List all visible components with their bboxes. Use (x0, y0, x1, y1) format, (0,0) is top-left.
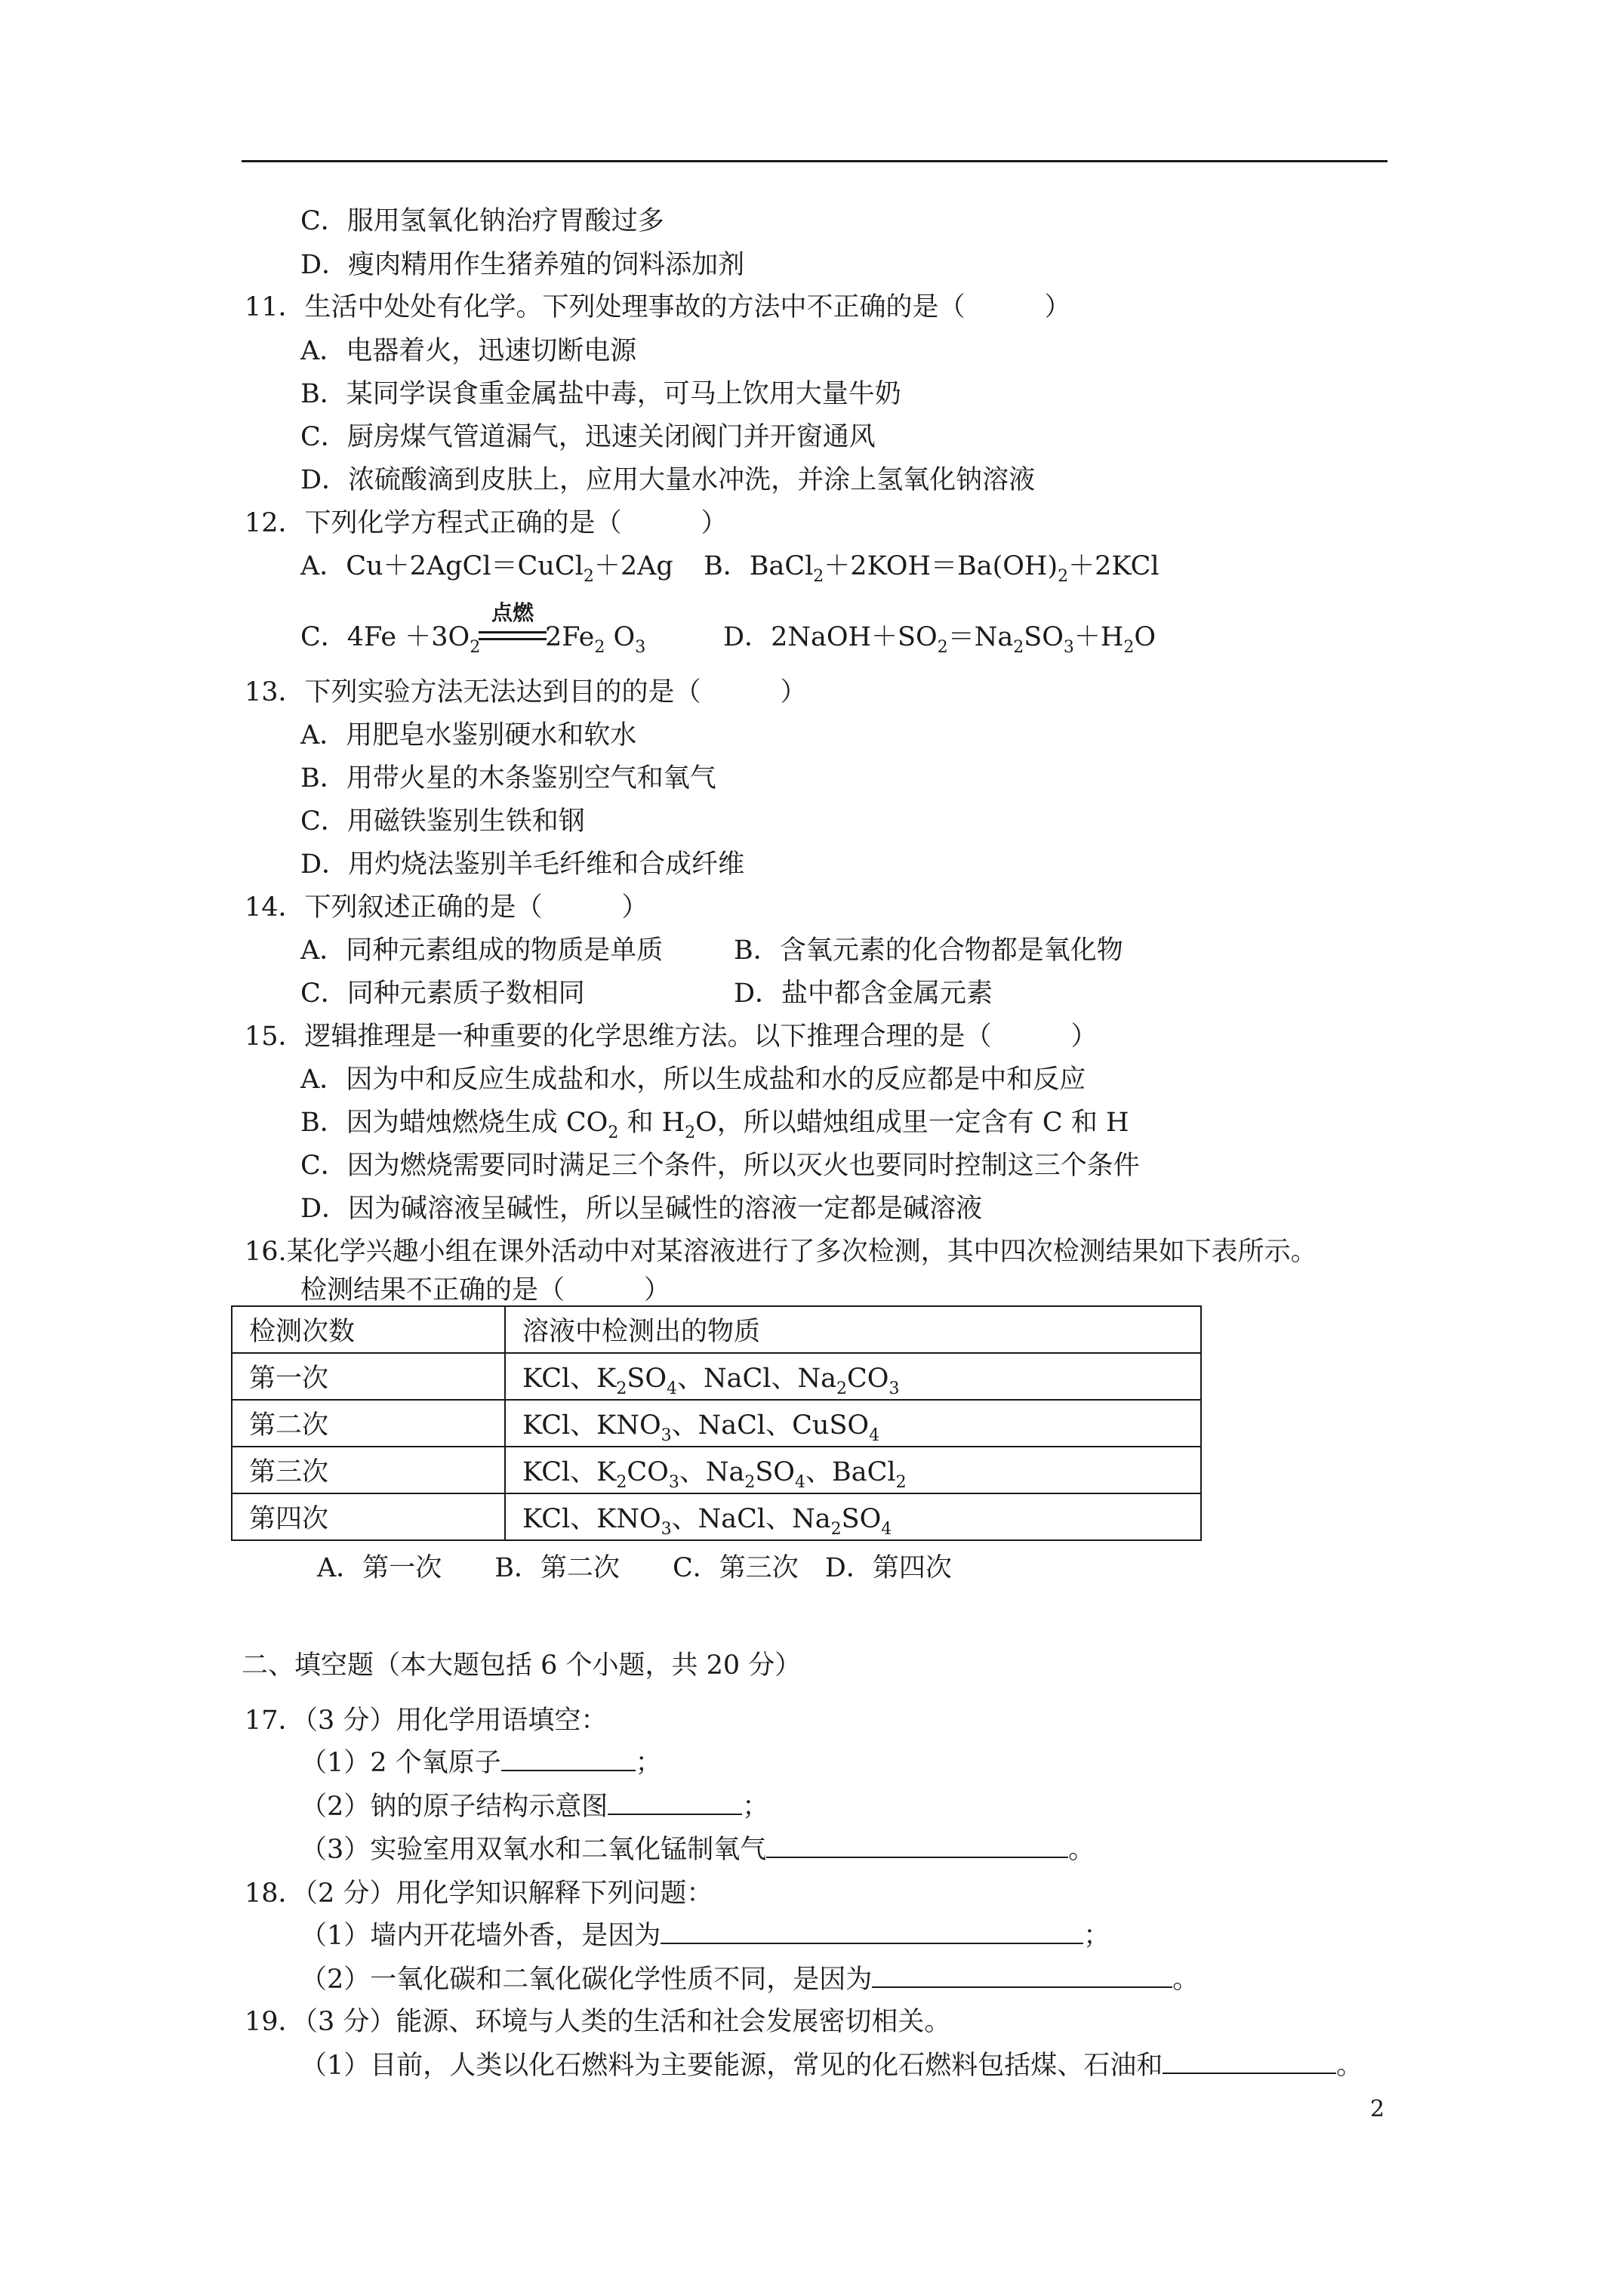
q17-part-3-text: （3）实验室用双氧水和二氧化锰制氧气 (300, 1835, 767, 1865)
q12-d-post: O (1134, 622, 1156, 652)
q11-option-c: C．厨房煤气管道漏气，迅速关闭阀门并开窗通风 (300, 422, 876, 452)
q17-part-1 (300, 1746, 662, 1780)
formula-part: KCl、KNO (522, 1410, 661, 1441)
q17-part-1-end: ； (635, 1748, 662, 1778)
formula-part: KCl、K (522, 1457, 617, 1487)
q17-part-2 (300, 1790, 768, 1823)
q19-part-1-text: （1）目前，人类以化石燃料为主要能源，常见的化石燃料包括煤、石油和 (300, 2051, 1163, 2081)
q15-option-c: C．因为燃烧需要同时满足三个条件，所以灭火也要同时控制这三个条件 (300, 1151, 1140, 1181)
q15-b-post: O，所以蜡烛组成里一定含有 C 和 H (695, 1108, 1129, 1138)
header-rule (242, 160, 1387, 162)
q15-b-sub1: 2 (608, 1123, 619, 1142)
formula-part: CO (846, 1364, 889, 1394)
q13-option-c: C．用磁铁鉴别生铁和钢 (300, 806, 585, 837)
q13-stem: 13．下列实验方法无法达到目的的是（ ） (245, 677, 807, 707)
formula-sub: 3 (661, 1426, 672, 1445)
q18-part-1-end: ； (1083, 1921, 1110, 1951)
detection-results-table (231, 1305, 1202, 1541)
row-label: 第二次 (232, 1400, 505, 1447)
q15-option-b (300, 1106, 1129, 1143)
formula-part: SO (627, 1364, 667, 1394)
q12-a-label: A． (300, 551, 346, 581)
formula-part: 、BaCl (805, 1457, 896, 1487)
formula-part: 、NaCl、CuSO (671, 1410, 870, 1441)
q12-c-product-sub: 2 (594, 638, 605, 657)
row-label: 第四次 (232, 1493, 505, 1540)
answer-blank[interactable] (608, 1791, 742, 1815)
q10-option-c: C．服用氢氧化钠治疗胃酸过多 (300, 206, 664, 236)
q18-stem: 18．（2 分）用化学知识解释下列问题： (245, 1878, 713, 1909)
q12-b-label: B． (704, 551, 750, 581)
q17-part-2-end: ； (742, 1792, 769, 1822)
q10-option-d: D．瘦肉精用作生猪养殖的饲料添加剂 (300, 250, 745, 280)
header-count: 检测次数 (232, 1306, 505, 1353)
q12-c-product-tail: O (605, 622, 636, 652)
q12-d-pre: 2NaOH＋SO (771, 622, 938, 652)
q12-b-pre: BaCl (749, 551, 814, 581)
q16-options: A．第一次 B．第二次 C．第三次 D．第四次 (317, 1553, 952, 1583)
equals-bar-bottom (479, 638, 547, 640)
formula-part: SO (841, 1504, 882, 1534)
formula-sub: 2 (616, 1473, 627, 1492)
q15-option-d: D．因为碱溶液呈碱性，所以呈碱性的溶液一定都是碱溶液 (300, 1194, 983, 1224)
q12-c-product-pre: 2Fe (545, 622, 595, 652)
formula-sub: 2 (830, 1520, 842, 1539)
q15-b-pre: B．因为蜡烛燃烧生成 CO (300, 1108, 608, 1138)
table-row (232, 1447, 1201, 1493)
q12-c-condition (479, 601, 547, 640)
formula-sub: 3 (668, 1473, 679, 1492)
table-header-row (232, 1306, 1201, 1353)
q15-b-mid: 和 H (618, 1108, 685, 1138)
q12-d-mid2: SO (1024, 622, 1064, 652)
q12-a-post: ＋2Ag (593, 551, 673, 581)
q19-stem: 19．（3 分）能源、环境与人类的生活和社会发展密切相关。 (245, 2007, 951, 2037)
q12-c-sub: 2 (470, 638, 481, 657)
formula-sub: 2 (895, 1473, 907, 1492)
formula-sub: 4 (667, 1379, 678, 1398)
q12-d-sub1: 2 (937, 638, 948, 657)
q17-part-1-text: （1）2 个氧原子 (300, 1748, 501, 1778)
formula-sub: 3 (661, 1520, 672, 1539)
answer-blank[interactable] (872, 1964, 1172, 1988)
q11-option-d: D．浓硫酸滴到皮肤上，应用大量水冲洗，并涂上氢氧化钠溶液 (300, 465, 1036, 495)
formula-sub: 4 (869, 1426, 880, 1445)
q12-b-sub2: 2 (1058, 567, 1069, 586)
q12-c-condition-label: 点燃 (491, 600, 534, 625)
formula-part: KCl、K (522, 1364, 617, 1394)
q12-d-mid: ＝Na (947, 622, 1014, 652)
q12-d-label: D． (723, 622, 771, 652)
q11-stem: 11．生活中处处有化学。下列处理事故的方法中不正确的是（ ） (245, 292, 1071, 322)
q12-c-product-sub2: 3 (635, 638, 646, 657)
q12-a-pre: Cu＋2AgCl＝CuCl (346, 551, 584, 581)
q15-b-sub2: 2 (685, 1123, 696, 1142)
formula-sub: 3 (888, 1379, 900, 1398)
q19-part-1-end: 。 (1336, 2051, 1363, 2081)
row-substances (505, 1493, 1201, 1540)
answer-blank[interactable] (766, 1834, 1068, 1858)
row-label: 第一次 (232, 1353, 505, 1400)
q18-part-2-text: （2）一氧化碳和二氧化碳化学性质不同，是因为 (300, 1965, 873, 1995)
table-row (232, 1400, 1201, 1447)
section-title: 二、填空题（本大题包括 6 个小题，共 20 分） (242, 1650, 802, 1681)
row-label: 第三次 (232, 1447, 505, 1493)
q16-stem: 16.某化学兴趣小组在课外活动中对某溶液进行了多次检测，其中四次检测结果如下表所示。 (245, 1237, 1317, 1267)
q12-c-label: C． (300, 622, 347, 652)
row-substances (505, 1447, 1201, 1493)
q14-option-a: A．同种元素组成的物质是单质 (300, 935, 664, 966)
q15-option-a: A．因为中和反应生成盐和水，所以生成盐和水的反应都是中和反应 (300, 1065, 1086, 1095)
formula-part: SO (755, 1457, 795, 1487)
q13-option-d: D．用灼烧法鉴别羊毛纤维和合成纤维 (300, 849, 745, 880)
q12-stem: 12．下列化学方程式正确的是（ ） (245, 508, 728, 538)
q12-option-d (723, 621, 1156, 658)
q14-stem: 14．下列叙述正确的是（ ） (245, 892, 648, 923)
formula-sub: 2 (836, 1379, 847, 1398)
formula-part: 、NaCl、Na (671, 1504, 831, 1534)
q15-stem: 15．逻辑推理是一种重要的化学思维方法。以下推理合理的是（ ） (245, 1022, 1098, 1052)
q12-b-post: ＋2KCl (1068, 551, 1160, 581)
q12-option-a (300, 550, 673, 587)
q12-a-sub: 2 (583, 567, 594, 586)
q12-b-sub1: 2 (813, 567, 824, 586)
formula-part: 、NaCl、Na (677, 1364, 836, 1394)
answer-blank[interactable] (661, 1920, 1083, 1944)
q12-option-c-product (545, 621, 645, 658)
q17-part-3-end: 。 (1068, 1835, 1095, 1865)
q17-part-3 (300, 1833, 1095, 1866)
table-row (232, 1353, 1201, 1400)
q12-b-mid: ＋2KOH＝Ba(OH) (824, 551, 1058, 581)
q14-option-b: B．含氧元素的化合物都是氧化物 (734, 935, 1123, 966)
q19-part-1 (300, 2049, 1363, 2082)
q18-part-2 (300, 1963, 1199, 1996)
q18-part-2-end: 。 (1172, 1965, 1200, 1995)
table-row (232, 1493, 1201, 1540)
formula-sub: 2 (744, 1473, 756, 1492)
q12-d-sub3: 3 (1063, 638, 1074, 657)
formula-sub: 4 (881, 1520, 892, 1539)
q11-option-a: A．电器着火，迅速切断电源 (300, 336, 637, 366)
q11-option-b: B．某同学误食重金属盐中毒，可马上饮用大量牛奶 (300, 379, 901, 409)
q17-part-2-text: （2）钠的原子结构示意图 (300, 1792, 608, 1822)
answer-blank[interactable] (1163, 2050, 1336, 2074)
q16-stem-2: 检测结果不正确的是（ ） (300, 1275, 671, 1305)
q12-option-b (704, 550, 1160, 587)
row-substances (505, 1400, 1201, 1447)
formula-sub: 4 (795, 1473, 805, 1492)
q18-part-1 (300, 1919, 1110, 1952)
q14-option-c: C．同种元素质子数相同 (300, 978, 585, 1009)
answer-blank[interactable] (501, 1747, 636, 1771)
q18-part-1-text: （1）墙内开花墙外香，是因为 (300, 1921, 661, 1951)
q12-option-c (300, 621, 480, 658)
q17-stem: 17．（3 分）用化学用语填空： (245, 1706, 608, 1736)
page-number: 2 (1370, 2096, 1385, 2122)
q12-d-sub2: 2 (1013, 638, 1024, 657)
q13-option-b: B．用带火星的木条鉴别空气和氧气 (300, 763, 716, 794)
formula-part: 、Na (679, 1457, 745, 1487)
q12-d-mid3: ＋H (1073, 622, 1124, 652)
formula-sub: 2 (616, 1379, 627, 1398)
equals-bar-top (479, 631, 547, 633)
formula-part: KCl、KNO (522, 1504, 661, 1534)
q14-option-d: D．盐中都含金属元素 (734, 978, 993, 1009)
q12-d-sub4: 2 (1123, 638, 1135, 657)
row-substances (505, 1353, 1201, 1400)
q13-option-a: A．用肥皂水鉴别硬水和软水 (300, 720, 637, 750)
q12-c-pre: 4Fe ＋3O (346, 622, 470, 652)
formula-part: CO (627, 1457, 669, 1487)
header-substances: 溶液中检测出的物质 (505, 1306, 1201, 1353)
